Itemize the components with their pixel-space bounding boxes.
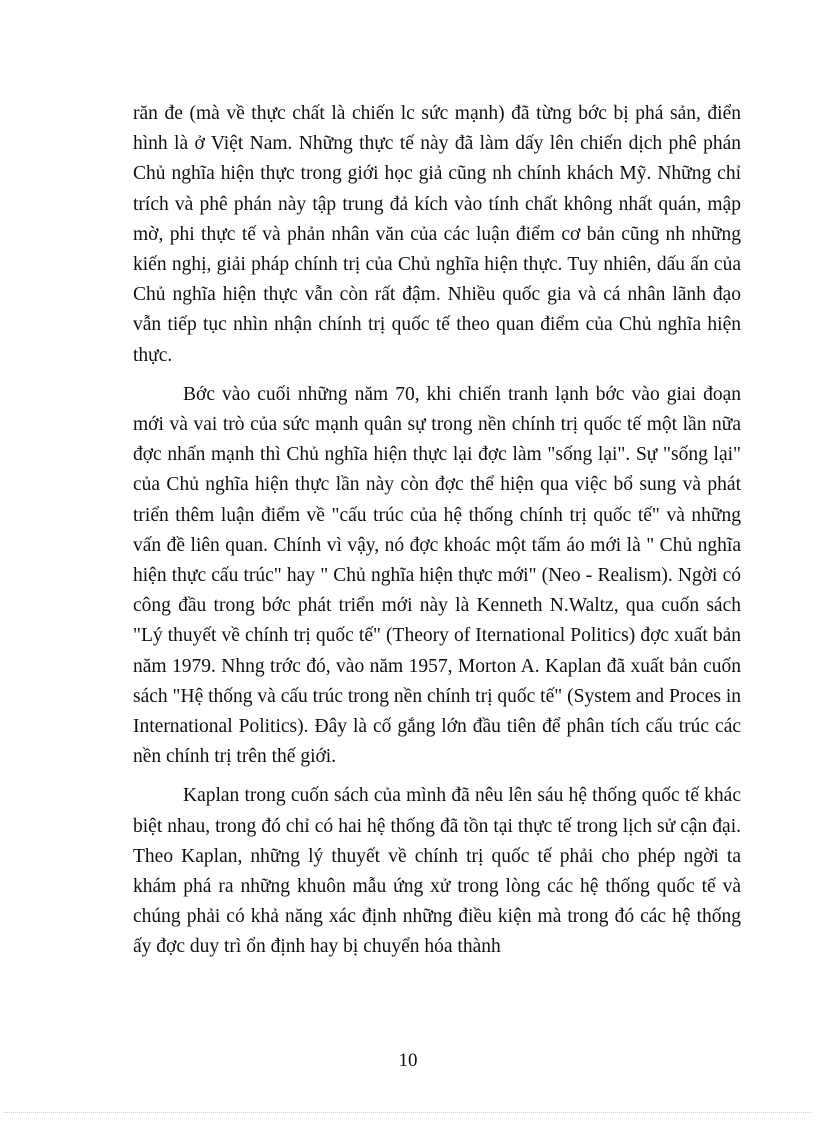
paragraph-continued: răn đe (mà về thực chất là chiến lc sức mạnh) đã từng bớc bị phá sản, điển hình là ở Việt Nam. Những thực tế này đã làm dấy lên chiến dịch phê phán Chủ nghĩa hiện thực trong giới học giả cũng nh chính khách Mỹ. Những chỉ trích và phê phán này tập trung đả kích vào tính chất không nhất quán, mập mờ, phi thực tế và phản nhân văn của các luận điểm cơ bản cũng nh những kiến nghị, giải pháp chính trị của Chủ nghĩa hiện thực. Tuy nhiên, dấu ấn của Chủ nghĩa hiện thực vẫn còn rất đậm. Nhiều quốc gia và cá nhân lãnh đạo vẫn tiếp tục nhìn nhận chính trị quốc tế theo quan điểm của Chủ nghĩa hiện thực. [133, 103, 741, 366]
body-text [133, 99, 741, 963]
page-divider [4, 1112, 812, 1113]
paragraph-kaplan: Kaplan trong cuốn sách của mình đã nêu lên sáu hệ thống quốc tế khác biệt nhau, trong đó chỉ có hai hệ thống đã tồn tại thực tế trong lịch sử cận đại. Theo Kaplan, những lý thuyết về chính trị quốc tế phải cho phép ngời ta khám phá ra những khuôn mẫu ứng xử trong lòng các hệ thống quốc tế và chúng phải có khả năng xác định những điều kiện mà trong đó các hệ thống ấy đợc duy trì ổn định hay bị chuyển hóa thành [133, 785, 741, 958]
paragraph-neo-realism: Bớc vào cuối những năm 70, khi chiến tranh lạnh bớc vào giai đoạn mới và vai trò của sức mạnh quân sự trong nền chính trị quốc tế một lần nữa đợc nhấn mạnh thì Chủ nghĩa hiện thực lại đợc làm "sống lại". Sự "sống lại" của Chủ nghĩa hiện thực lần này còn đợc thể hiện qua việc bổ sung và phát triển thêm luận điểm về "cấu trúc của hệ thống chính trị quốc tế" và những vấn đề liên quan. Chính vì vậy, nó đợc khoác một tấm áo mới là " Chủ nghĩa hiện thực cấu trúc" hay " Chủ nghĩa hiện thực mới" (Neo - Realism). Ngời có công đầu trong bớc phát triển mới này là Kenneth N.Waltz, qua cuốn sách "Lý thuyết về chính trị quốc tế" (Theory of Iternational Politics) đợc xuất bản năm 1979. Nhng trớc đó, vào năm 1957, Morton A. Kaplan đã xuất bản cuốn sách "Hệ thống và cấu trúc trong nền chính trị quốc tế" (System and Proces in International Politics). Đây là cố gắng lớn đầu tiên để phân tích cấu trúc các nền chính trị trên thế giới. [133, 383, 741, 768]
page-number: 10 [398, 1050, 418, 1071]
